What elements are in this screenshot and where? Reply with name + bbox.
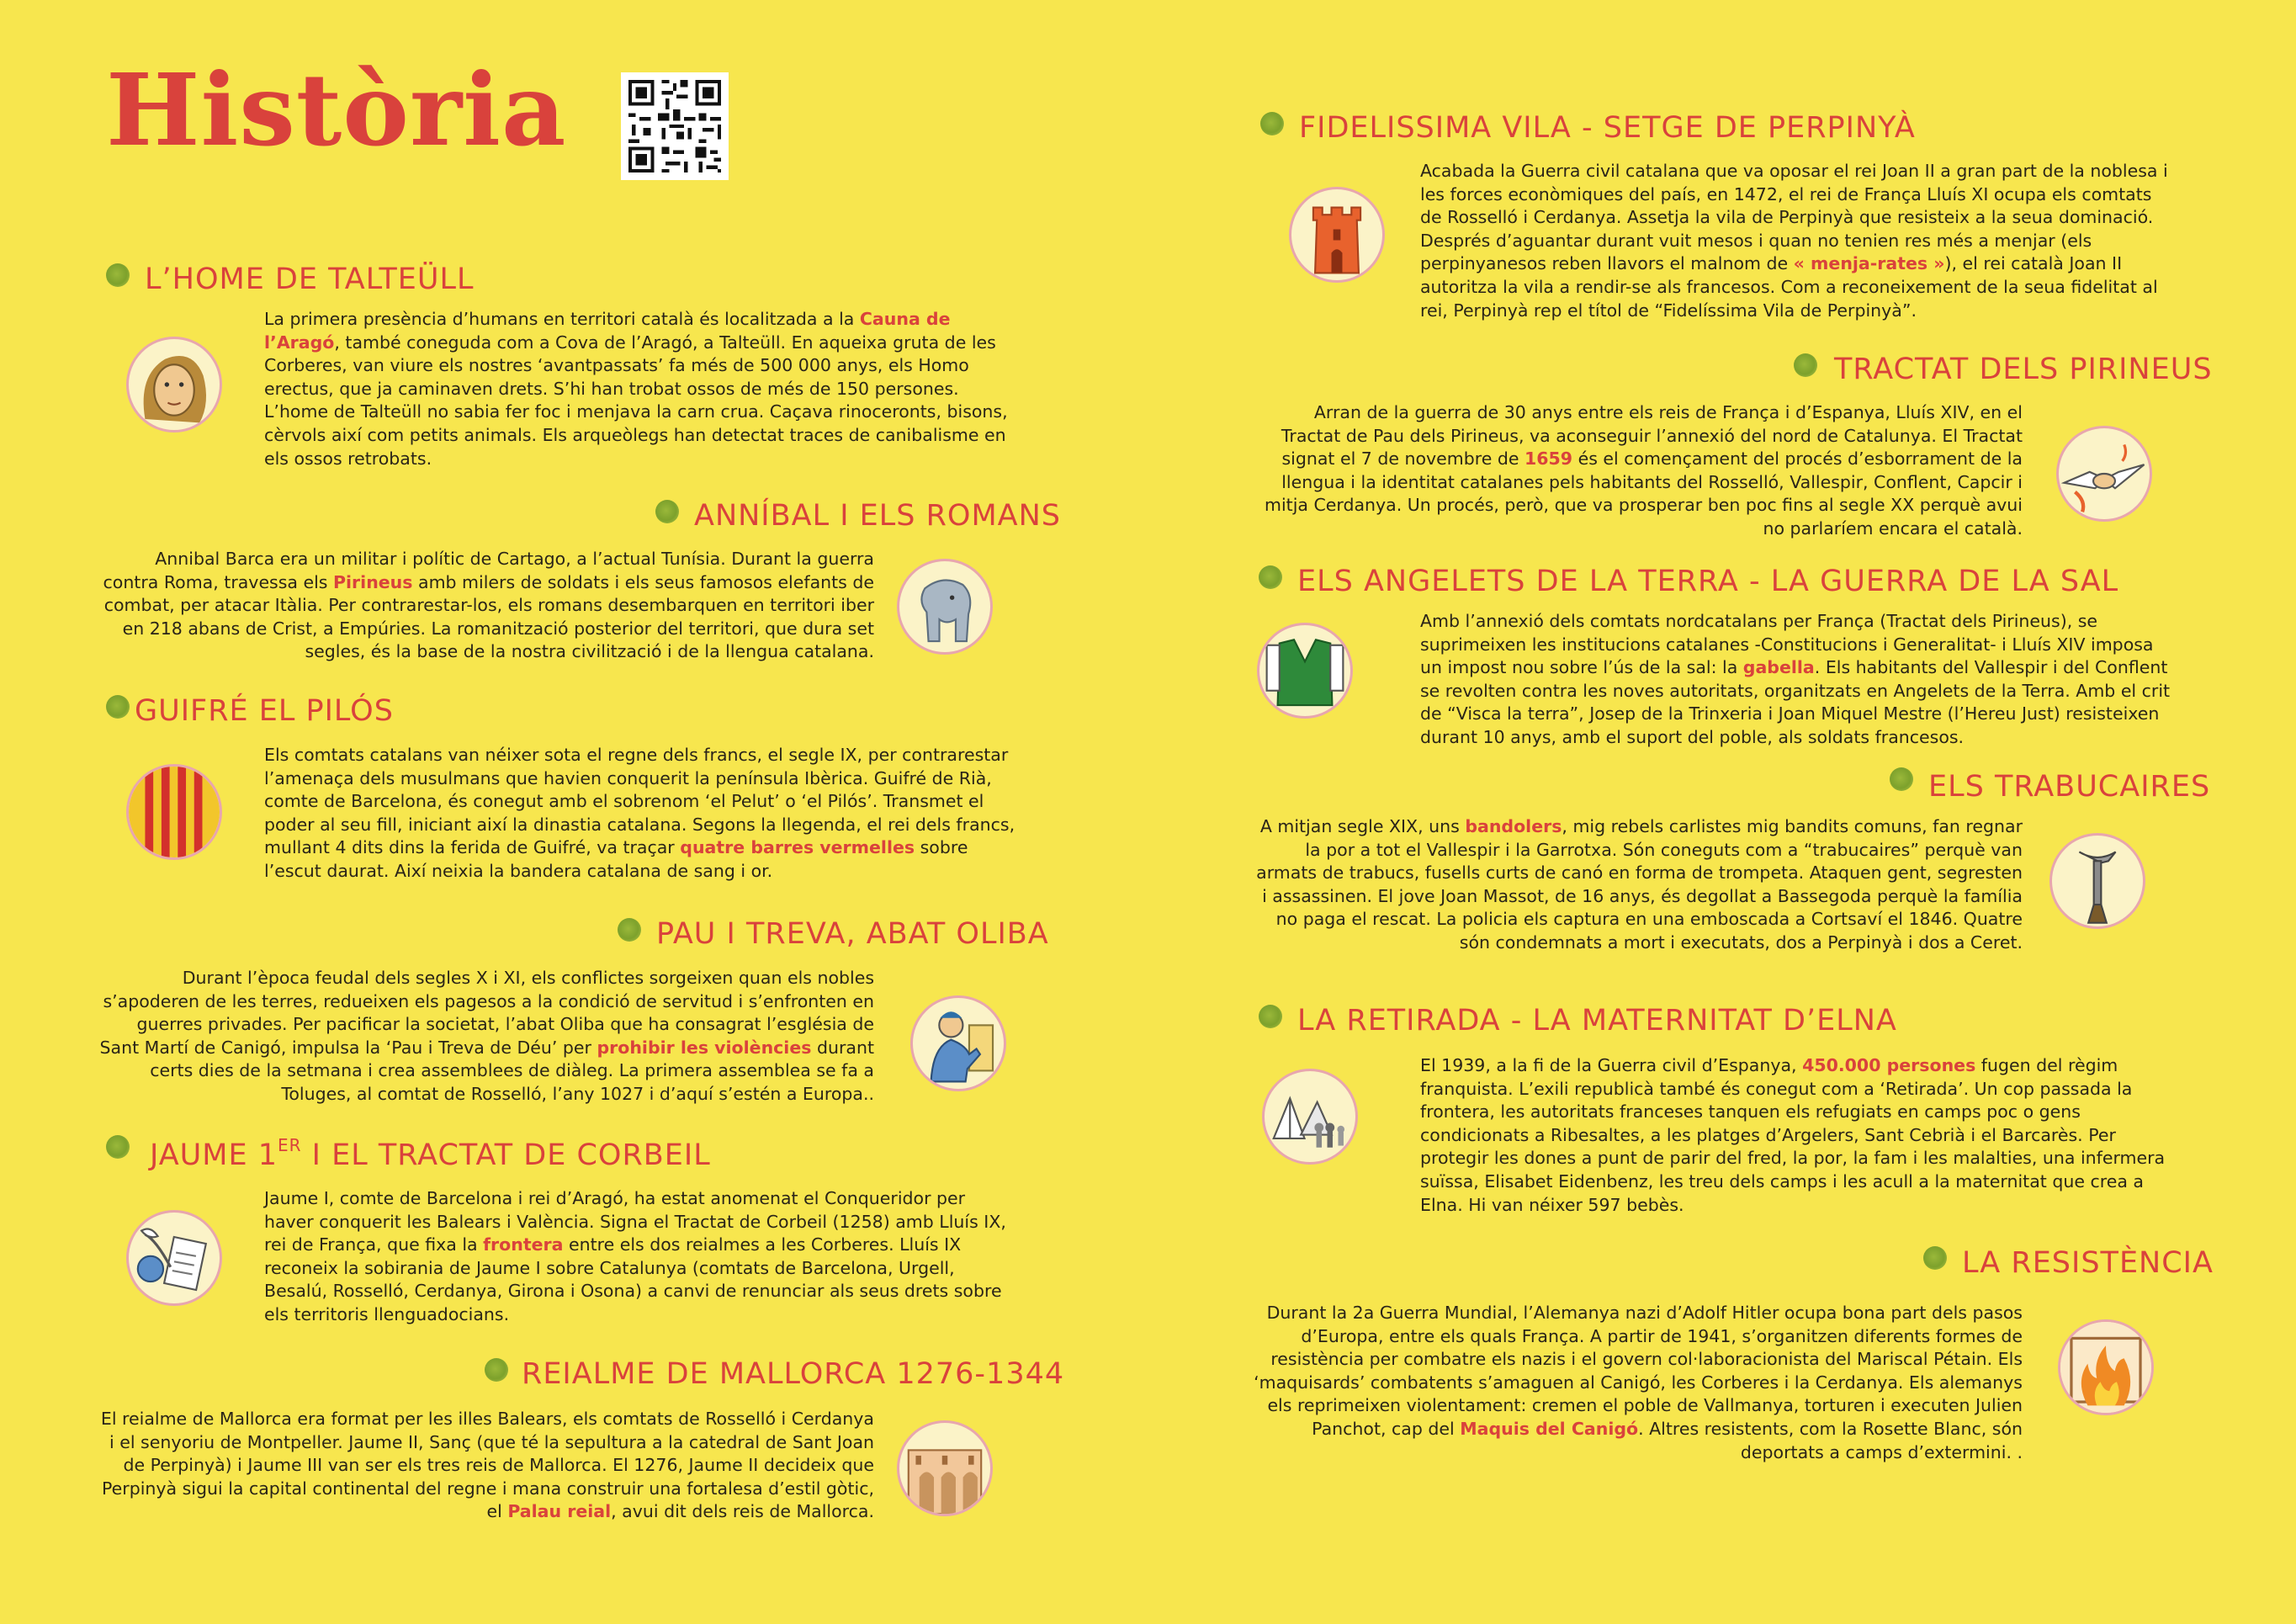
body-text: és el començament del procés d’esborrament de la llengua i la identitat catalanes pels habitants del Rosselló, Vallespir, Conflent, Capcir i mitja Cerdanya. Un procés, però, que va prosperar ben poc fins al segle XX perquè avui no parlaríem encara el català. (1265, 448, 2023, 539)
section-text (96, 1408, 874, 1524)
monk-icon (910, 995, 1006, 1091)
bullet-icon (618, 918, 641, 942)
bullet-icon (1890, 767, 1913, 791)
body-text: , avui dit dels reis de Mallorca. (611, 1501, 874, 1522)
highlight-text: « menja-rates » (1793, 253, 1945, 274)
highlight-text: Maquis del Canigó (1460, 1418, 1639, 1439)
body-text: Jaume I, comte de Barcelona i rei d’Aragó, ha estat anomenat el Conqueridor per haver conquerit les Balears i València. Signa el Tractat de Corbeil (1258) amb Lluís IX, rei de França, que fixa la (264, 1188, 1006, 1255)
highlight-text: quatre barres vermelles (680, 837, 915, 858)
section-text (1254, 1302, 2023, 1464)
body-text: sobre l’escut daurat. Així neixia la bandera catalana de sang i or. (264, 837, 968, 881)
section-heading: GUIFRÉ EL PILÓS (135, 694, 394, 728)
bullet-icon (1259, 1005, 1282, 1028)
section-text (96, 548, 874, 664)
body-text: entre els dos reialmes a les Corberes. Lluís IX reconeix la sobirania de Jaume I sobre Catalunya (comtats de Barcelona, Urgell, Besalú, Rosselló, Cerdanya, Girona i Osona) a canvi de renunciar als seus drets sobre els territoris llenguadocians. (264, 1234, 1002, 1324)
bullet-icon (1923, 1246, 1947, 1270)
body-text: , també coneguda com a Cova de l’Aragó, a Talteüll. En aqueixa gruta de les Corberes, van viure els nostres ‘avantpassats’ fa més de 500 000 anys, els Homo erectus, que ja caminaven drets. S’hi han trobat ossos de més de 150 persones. L’home de Talteüll no sabia fer foc i menjava la carn crua. Caçava rinoceronts, bisons, cèrvols així com petits animals. Els arqueòlegs han detectat traces de canibalisme en els ossos retrobats. (264, 332, 1008, 469)
elephant-icon (897, 559, 993, 655)
qr-code[interactable] (621, 72, 729, 180)
catalan-flag-icon (126, 764, 222, 860)
body-text: Durant l’època feudal dels segles X i XI, els conflictes sorgeixen quan els nobles s’apoderen de les terres, redueixen els pagesos a la condició de servitud i s’enfronten en guerres privades. Per pacificar la societat, l’abat Oliba que ha consagrat l’església de Sant Martí de Canigó, impulsa la ‘Pau i Treva de Déu’ per (99, 968, 874, 1058)
highlight-text: bandolers (1465, 816, 1562, 836)
highlight-text: Pirineus (333, 571, 413, 592)
section-text (1420, 610, 2177, 750)
body-text: A mitjan segle XIX, uns (1259, 816, 1466, 836)
bullet-icon (485, 1358, 508, 1382)
section-text (264, 1187, 1016, 1327)
castle-tower-icon (1289, 187, 1385, 283)
body-text: . Altres resistents, com la Rosette Blanc, són deportats a camps d’extermini. . (1638, 1418, 2023, 1462)
page-title: Història (106, 51, 567, 168)
vest-icon (1257, 623, 1353, 719)
bullet-icon (1259, 565, 1282, 589)
blunderbuss-icon (2049, 833, 2145, 929)
body-text: durant certs dies de la setmana i crea assemblees de diàleg. La primera assemblea se fa a Toluges, al comtat de Rosselló, l’any 1027 i d’aquí s’estén a Europa.. (150, 1037, 874, 1104)
fire-icon (2058, 1319, 2154, 1415)
refugee-camp-icon (1262, 1069, 1358, 1165)
section-text (1254, 815, 2023, 955)
body-text: , mig rebels carlistes mig bandits comuns, fan regnar la por a tot el Vallespir i la Garrotxa. Són coneguts com a “trabucaires” perquè van armats de trabucs, fusells curts de canó en forma de trompeta. Ataquen gent, segresten i assassinen. El jove Joan Massot, de 16 anys, és degollat a Bassegoda perquè la família no paga el rescat. La policia els captura en una emboscada a Cortsaví el 1846. Quatre són condemnats a mort i executats, dos a Perpinyà i dos a Ceret. (1256, 816, 2023, 953)
section-heading: JAUME 1ER I EL TRACTAT DE CORBEIL (150, 1135, 711, 1172)
section-heading: LA RESISTÈNCIA (1962, 1246, 2214, 1280)
body-text: fugen del règim franquista. L’exili republicà també és conegut com a ‘Retirada’. Un cop passada la frontera, les autoritats franceses tanquen els refugiats en camps poc o gens condicionats a Ribesaltes, a les platges d’Argelers, Sant Cebrià i el Barcarès. Per protegir les dones a punt de parir del fred, la por, la fam i les malalties, una infermera suïssa, Elisabet Eidenbenz, les treu dels camps i les acull a la maternitat que crea a Elna. Hi van néixer 597 bebès. (1420, 1055, 2166, 1215)
section-text (264, 744, 1016, 884)
section-text (1254, 401, 2023, 541)
bullet-icon (1260, 112, 1284, 135)
body-text: Arran de la guerra de 30 anys entre els reis de França i d’Espanya, Lluís XIV, en el Tractat de Pau dels Pirineus, va aconseguir l’annexió del nord de Catalunya. El Tractat signat el 7 de novembre de (1281, 402, 2023, 470)
qr-code-icon (621, 72, 729, 180)
bullet-icon (106, 263, 130, 287)
highlight-text: Palau reial (507, 1501, 612, 1522)
highlight-text: 1659 (1524, 448, 1573, 470)
quill-document-icon (126, 1210, 222, 1306)
body-text: La primera presència d’humans en territori català és localitzada a la (264, 309, 860, 329)
highlight-text: Cauna de l’Aragó (264, 309, 951, 353)
section-heading: PAU I TREVA, ABAT OLIBA (656, 917, 1049, 951)
body-text: Durant la 2a Guerra Mundial, l’Alemanya nazi d’Adolf Hitler ocupa bona part dels pasos d’Europa, entre els quals França. A partir de 1941, s’organitzen diferents formes de resistència per combatre els nazis i el govern col·laboracionista del Mariscal Pétain. Els ‘maquisards’ combatents s’amaguen al Canigó, les Corberes i la Cerdanya. Els alemanys els reprimeixen violentament: cremen el poble de Vallmanya, torturen i executen Julien Panchot, cap del (1254, 1303, 2023, 1439)
section-heading: ELS TRABUCAIRES (1928, 770, 2211, 804)
section-heading: TRACTAT DELS PIRINEUS (1834, 353, 2213, 386)
section-heading: ANNÍBAL I ELS ROMANS (694, 499, 1062, 533)
bullet-icon (106, 695, 130, 719)
section-text (1420, 160, 2177, 322)
palace-icon (897, 1420, 993, 1516)
highlight-text: prohibir les violències (597, 1037, 812, 1058)
handshake-icon (2056, 426, 2152, 522)
body-text: El 1939, a la fi de la Guerra civil d’Espanya, (1420, 1055, 1803, 1075)
body-text: ), el rei català Joan II autoritza la vila a rendir-se als francesos. Com a reconeixement de la seua fidelitat al rei, Perpinyà rep el títol de “Fidelíssima Vila de Perpinyà”. (1420, 253, 2158, 321)
section-heading: LA RETIRADA - LA MATERNITAT D’ELNA (1297, 1004, 1897, 1038)
section-heading: FIDELISSIMA VILA - SETGE DE PERPINYÀ (1299, 111, 1916, 145)
body-text: Amb l’annexió dels comtats nordcatalans per França (Tractat dels Pirineus), se suprimeixen les institucions catalanes -Constitucions i Generalitat- i Lluís XIV imposa un impost nou sobre l’ús de la sal: la (1420, 611, 2154, 678)
bullet-icon (1794, 353, 1817, 377)
highlight-text: frontera (483, 1234, 564, 1255)
section-heading: ELS ANGELETS DE LA TERRA - LA GUERRA DE LA SAL (1297, 565, 2119, 598)
section-text (264, 308, 1016, 470)
body-text: El reialme de Mallorca era format per les illes Balears, els comtats de Rosselló i Cerdanya i el senyoriu de Montpeller. Jaume II, Sanç (que té la sepultura a la catedral de Sant Joan de Perpinyà) i Jaume III van ser els tres reis de Mallorca. El 1276, Jaume II decideix que Perpinyà sigui la capital continental del regne i mana construir una fortalesa d’estil gòtic, el (100, 1409, 874, 1522)
highlight-text: 450.000 persones (1802, 1055, 1976, 1075)
body-text: Els comtats catalans van néixer sota el regne dels francs, el segle IX, per contrarestar l’amenaça dels musulmans que havien conquerit la península Ibèrica. Guifré de Rià, comte de Barcelona, és conegut amb el sobrenom ‘el Pelut’ o ‘el Pilós’. Transmet el poder al seu fill, iniciant així la dinastia catalana. Segons la llegenda, el rei dels francs, mullant 4 dits dins la ferida de Guifré, va traçar (264, 745, 1015, 858)
body-text: Acabada la Guerra civil catalana que va oposar el rei Joan II a gran part de la noblesa i les forces econòmiques del país, en 1472, el rei de França Lluís XI ocupa els comtats de Rosselló i Cerdanya. Assetja la vila de Perpinyà que resisteix a la seua dominació. Després d’aguantar durant vuit mesos i quan no tenien res més a menjar (els perpinyanesos reben llavors el malnom de (1420, 161, 2168, 274)
body-text: . Els habitants del Vallespir i del Conflent se revolten contra les noves autoritats, organitzats en Angelets de la Terra. Amb el crit de “Visca la terra”, Josep de la Trinxeria i Joan Miquel Mestre (l’Hereu Just) resisteixen durant 10 anys, amb el suport del poble, als soldats francesos. (1420, 657, 2171, 747)
highlight-text: gabella (1742, 657, 1815, 678)
section-heading: L’HOME DE TALTEÜLL (145, 263, 475, 296)
section-text (1420, 1054, 2177, 1217)
face-icon (126, 337, 222, 433)
bullet-icon (106, 1135, 130, 1159)
body-text: amb milers de soldats i els seus famosos elefants de combat, per atacar Itàlia. Per contrarestar-los, els romans desembarquen en territori iber en 218 abans de Crist, a Empúries. La romanització posterior del territori, que dura set segles, és la base de la nostra civilització i de la llengua catalana. (103, 571, 874, 662)
section-heading: REIALME DE MALLORCA 1276-1344 (522, 1357, 1065, 1391)
bullet-icon (655, 500, 679, 523)
section-text (96, 967, 874, 1107)
body-text: Annibal Barca era un militar i polític de Cartago, a l’actual Tunísia. Durant la guerra contra Roma, travessa els (103, 549, 874, 592)
